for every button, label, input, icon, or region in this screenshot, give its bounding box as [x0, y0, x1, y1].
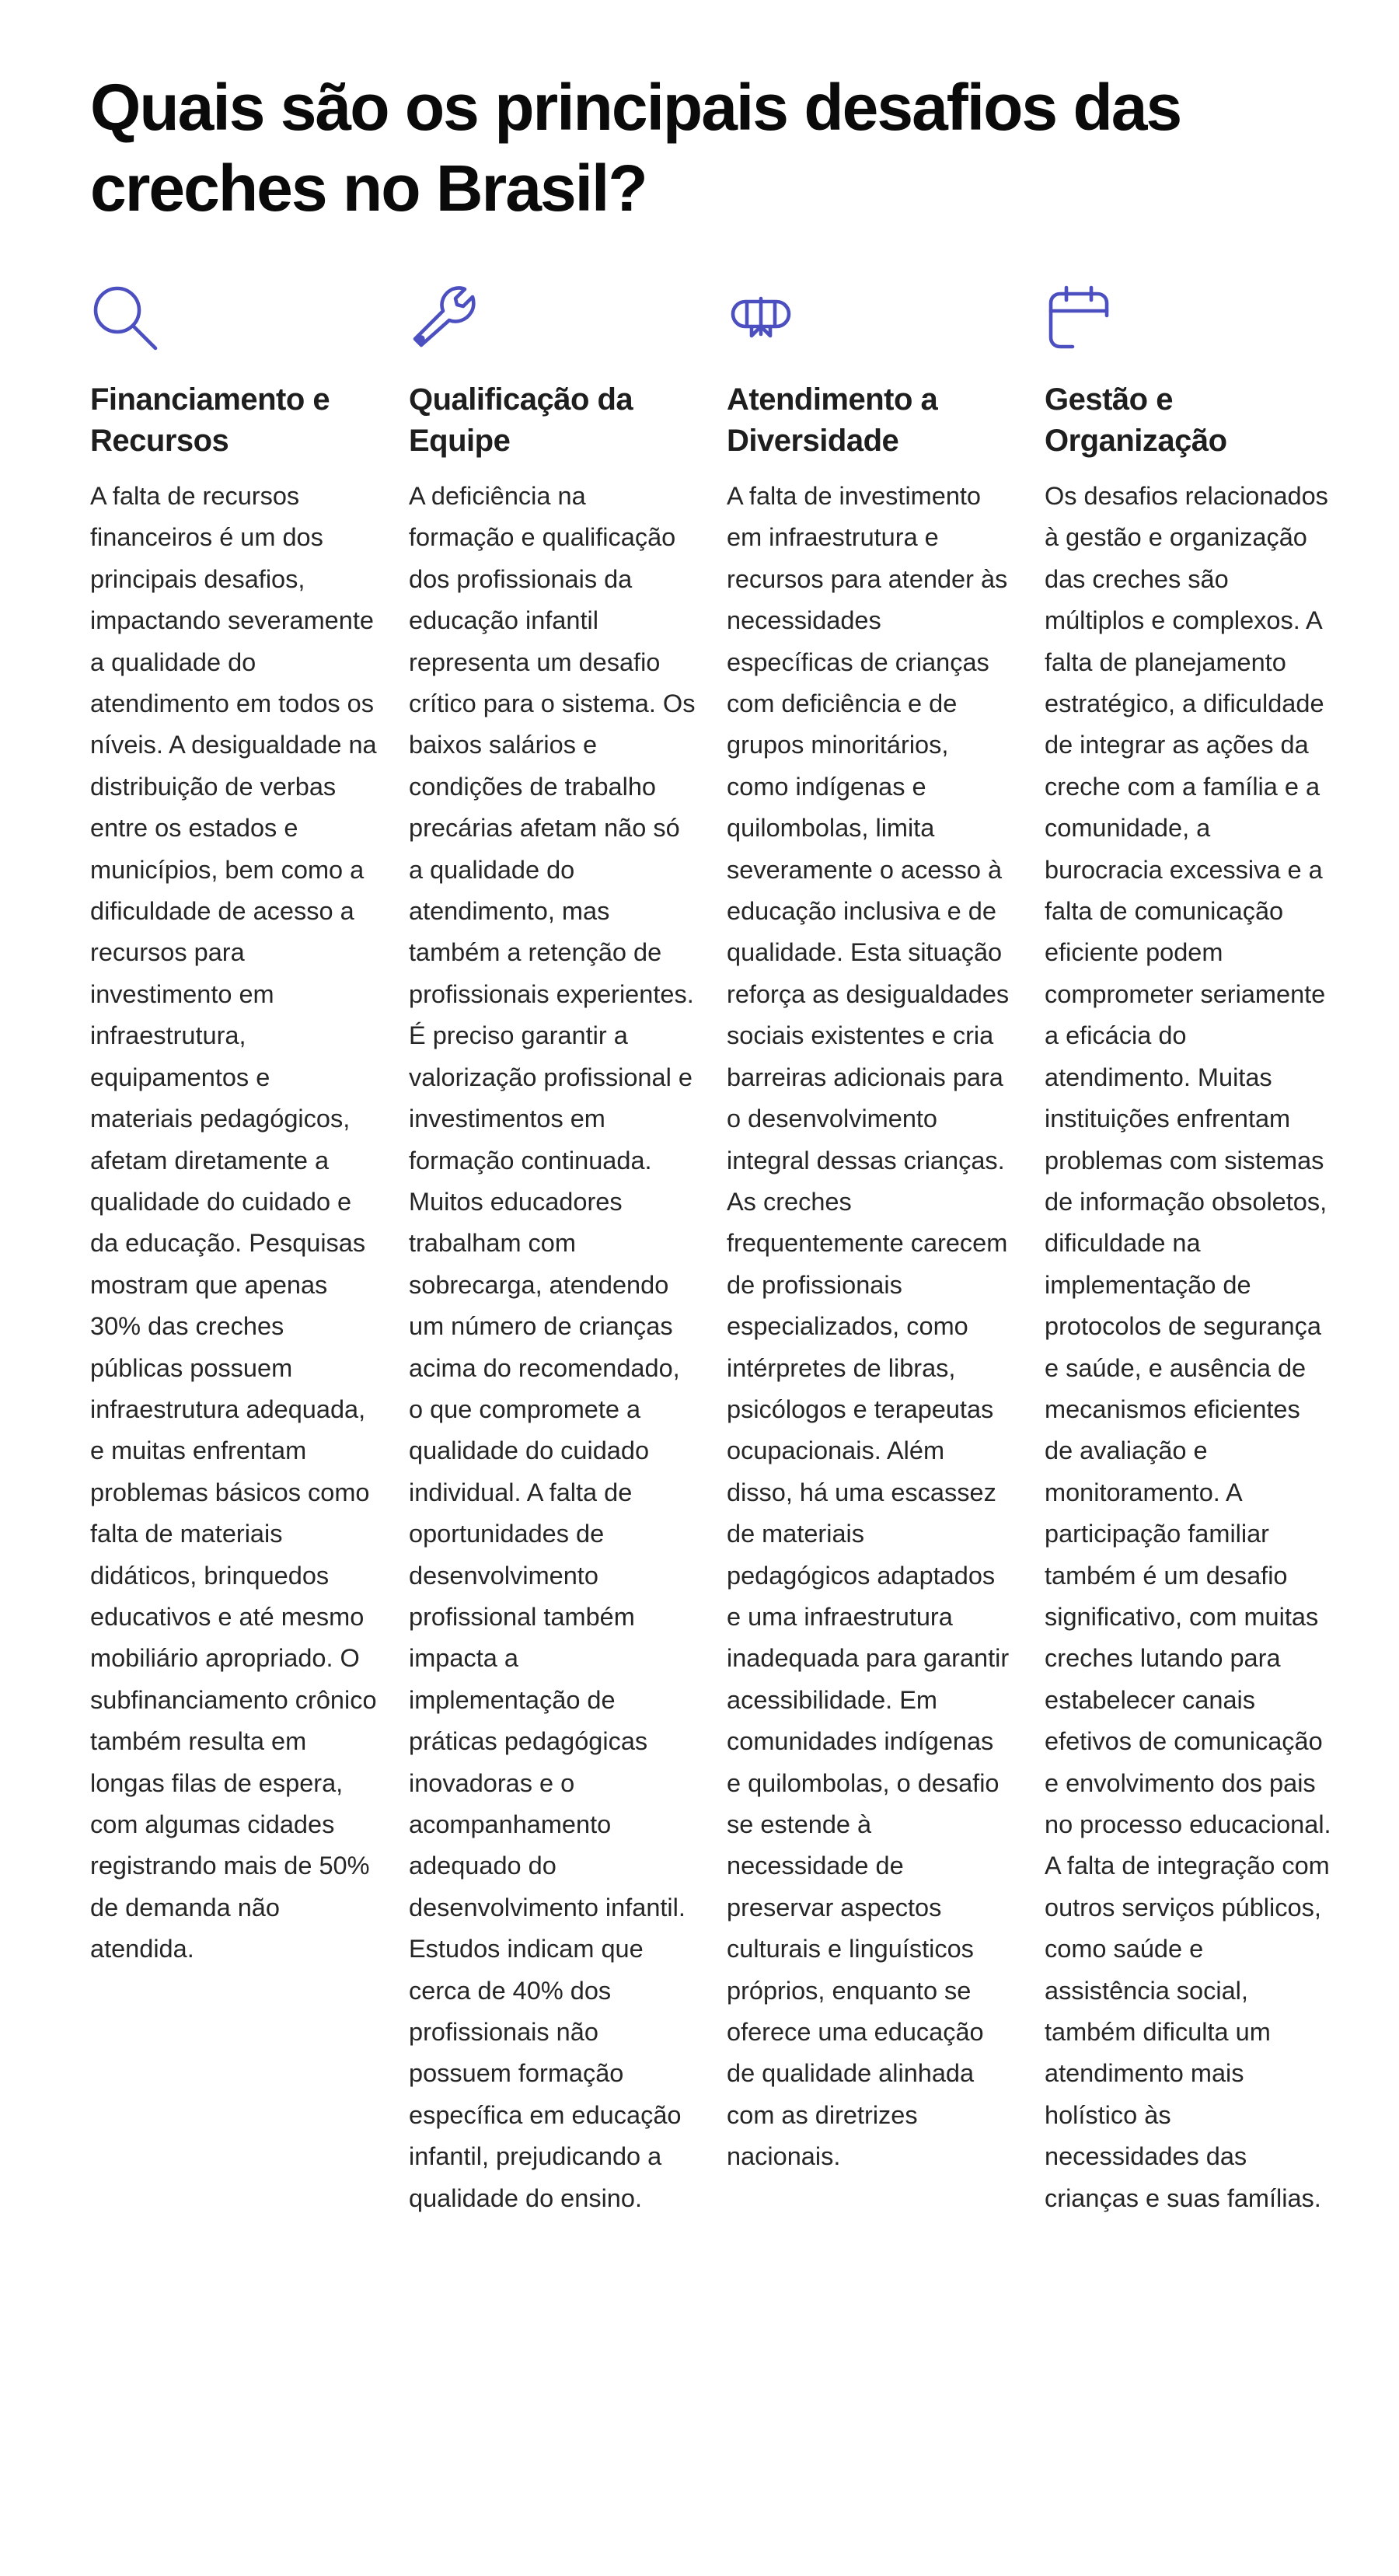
- wrench-icon: [409, 283, 477, 351]
- page-title: Quais são os principais desafios das creches no Brasil?: [90, 71, 1181, 225]
- challenge-title: Qualificação da Equipe: [409, 382, 633, 458]
- challenge-title: Atendimento a Diversidade: [727, 382, 938, 458]
- search-icon: [90, 283, 159, 351]
- challenge-card-financing: [90, 283, 378, 1970]
- challenge-description: A falta de recursos financeiros é um dos principais desafios, impactando severamente a qualidade do atendimento em todos os níveis. A desigualdade na distribuição de verbas entre os estados e municípios, bem como a dificuldade de acesso a recursos para investimento em infraestrutura, equipamentos e materiais pedagógicos, afetam diretamente a qualidade do cuidado e da educação. Pesquisas mostram que apenas 30% das creches públicas possuem infraestrutura adequada, e muitas enfrentam problemas básicos como falta de materiais didáticos, brinquedos educativos e até mesmo mobiliário apropriado. O subfinanciamento crônico também resulta em longas filas de espera, com algumas cidades registrando mais de 50% de demanda não atendida.: [90, 482, 377, 1963]
- challenge-card-diversity: [727, 283, 1014, 2178]
- challenge-description: A deficiência na formação e qualificação dos profissionais da educação infantil representa um desafio crítico para o sistema. Os baixos salários e condições de trabalho precárias afetam não só a qualidade do atendimento, mas também a retenção de profissionais experientes. É preciso garantir a valorização profissional e investimentos em formação continuada. Muitos educadores trabalham com sobrecarga, atendendo um número de crianças acima do recomendado, o que compromete a qualidade do cuidado individual. A falta de oportunidades de desenvolvimento profissional também impacta a implementação de práticas pedagógicas inovadoras e o acompanhamento adequado do desenvolvimento infantil. Estudos indicam que cerca de 40% dos profissionais não possuem formação específica em educação infantil, prejudicando a qualidade do ensino.: [409, 482, 696, 2212]
- page: [90, 67, 1334, 2212]
- challenge-description: Os desafios relacionados à gestão e organização das creches são múltiplos e complexos. A falta de planejamento estratégico, a dificuldade de integrar as ações da creche com a família e a comunidade, a burocracia excessiva e a falta de comunicação eficiente podem comprometer seriamente a eficácia do atendimento. Muitas instituições enfrentam problemas com sistemas de informação obsoletos, dificuldade na implementação de protocolos de segurança e saúde, e ausência de mecanismos eficientes de avaliação e monitoramento. A participação familiar também é um desafio significativo, com muitas creches lutando para estabelecer canais efetivos de comunicação e envolvimento dos pais no processo educacional. A falta de integração com outros serviços públicos, como saúde e assistência social, também dificulta um atendimento mais holístico às necessidades das crianças e suas famílias.: [1045, 482, 1331, 2212]
- challenge-card-management: [1045, 283, 1332, 2219]
- challenge-description: A falta de investimento em infraestrutura e recursos para atender às necessidades específicas de crianças com deficiência e de grupos minoritários, como indígenas e quilombolas, limita severamente o acesso à educação inclusiva e de qualidade. Esta situação reforça as desigualdades sociais existentes e cria barreiras adicionais para o desenvolvimento integral dessas crianças. As creches frequentemente carecem de profissionais especializados, como intérpretes de libras, psicólogos e terapeutas ocupacionais. Além disso, há uma escassez de materiais pedagógicos adaptados e uma infraestrutura inadequada para garantir acessibilidade. Em comunidades indígenas e quilombolas, o desafio se estende à necessidade de preservar aspectos culturais e linguísticos próprios, enquanto se oferece uma educação de qualidade alinhada com as diretrizes nacionais.: [727, 482, 1010, 2171]
- challenge-title: Gestão e Organização: [1045, 382, 1227, 458]
- challenge-title: Financiamento e Recursos: [90, 382, 330, 458]
- challenge-card-staff: [409, 283, 696, 2219]
- calendar-icon: [1045, 283, 1113, 351]
- gift-icon: [727, 283, 795, 351]
- challenges-grid: [90, 283, 1334, 2576]
